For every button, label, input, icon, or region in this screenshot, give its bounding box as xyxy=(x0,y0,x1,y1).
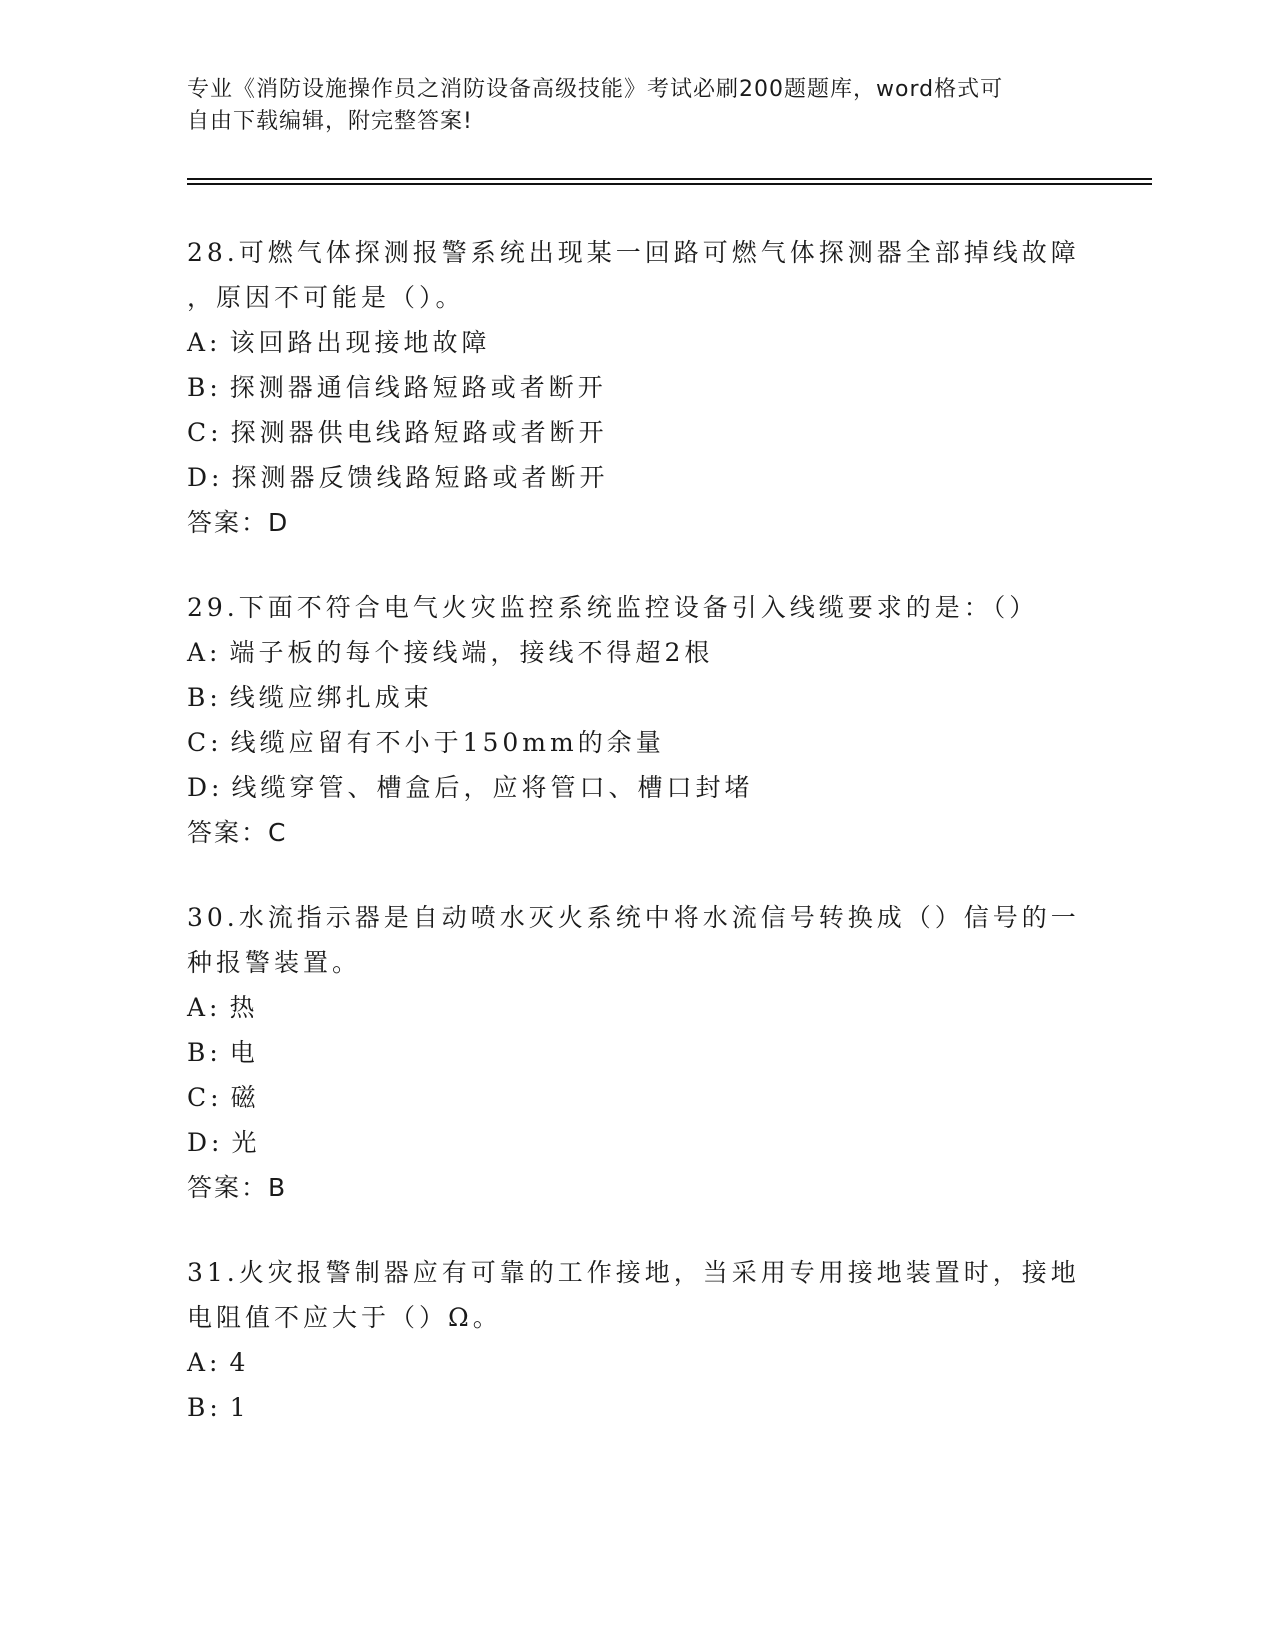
document-header xyxy=(187,74,1067,138)
option-c xyxy=(187,720,1087,765)
option-a xyxy=(187,1340,1087,1385)
option-letter: D: xyxy=(187,1128,224,1157)
option-letter: C: xyxy=(187,728,223,757)
option-text: 线缆应留有不小于150mm的余量 xyxy=(230,728,665,757)
option-letter: A: xyxy=(187,993,222,1022)
question-stem xyxy=(187,585,1087,630)
option-b xyxy=(187,1385,1087,1430)
answer-label: 答案：C xyxy=(187,818,288,847)
option-c xyxy=(187,1075,1087,1120)
question-list xyxy=(187,230,1087,1470)
option-text: 4 xyxy=(229,1348,250,1377)
question-stem xyxy=(187,1250,1087,1340)
option-letter: D: xyxy=(187,463,224,492)
option-letter: A: xyxy=(187,1348,222,1377)
option-letter: A: xyxy=(187,328,222,357)
question-29 xyxy=(187,585,1087,855)
header-line-1: 专业《消防设施操作员之消防设备高级技能》考试必刷200题题库，word格式可 xyxy=(187,77,1004,102)
option-b xyxy=(187,675,1087,720)
stem-line-1: 28.可燃气体探测报警系统出现某一回路可燃气体探测器全部掉线故障 xyxy=(187,238,1080,267)
option-letter: C: xyxy=(187,1083,223,1112)
option-text: 线缆穿管、槽盒后，应将管口、槽口封堵 xyxy=(231,773,754,802)
option-letter: A: xyxy=(187,638,222,667)
option-text: 探测器反馈线路短路或者断开 xyxy=(231,463,609,492)
option-text: 1 xyxy=(229,1393,250,1422)
option-text: 线缆应绑扎成束 xyxy=(229,683,433,712)
option-text: 电 xyxy=(229,1038,259,1067)
question-stem xyxy=(187,230,1087,320)
option-d xyxy=(187,765,1087,810)
option-b xyxy=(187,365,1087,410)
option-letter: B: xyxy=(187,683,222,712)
option-c xyxy=(187,410,1087,455)
question-stem xyxy=(187,895,1087,985)
header-divider-top xyxy=(187,178,1152,180)
option-text: 磁 xyxy=(230,1083,260,1112)
option-text: 该回路出现接地故障 xyxy=(229,328,491,357)
option-text: 探测器通信线路短路或者断开 xyxy=(229,373,607,402)
option-letter: D: xyxy=(187,773,224,802)
stem-line-1: 30.水流指示器是自动喷水灭火系统中将水流信号转换成（）信号的一 xyxy=(187,903,1080,932)
option-text: 热 xyxy=(229,993,259,1022)
option-text: 光 xyxy=(231,1128,261,1157)
answer-label: 答案：D xyxy=(187,508,290,537)
stem-line-2: ，原因不可能是（）。 xyxy=(187,283,465,312)
option-text: 端子板的每个接线端，接线不得超2根 xyxy=(229,638,714,667)
header-line-2: 自由下载编辑，附完整答案! xyxy=(187,109,473,134)
option-a xyxy=(187,320,1087,365)
stem-line-1: 31.火灾报警制器应有可靠的工作接地，当采用专用接地装置时，接地 xyxy=(187,1258,1080,1287)
option-a xyxy=(187,630,1087,675)
option-d xyxy=(187,455,1087,500)
question-31 xyxy=(187,1250,1087,1430)
option-letter: B: xyxy=(187,1038,222,1067)
option-letter: B: xyxy=(187,373,222,402)
option-a xyxy=(187,985,1087,1030)
option-text: 探测器供电线路短路或者断开 xyxy=(230,418,608,447)
option-letter: C: xyxy=(187,418,223,447)
option-d xyxy=(187,1120,1087,1165)
question-30 xyxy=(187,895,1087,1210)
answer-label: 答案：B xyxy=(187,1173,288,1202)
header-divider-bottom xyxy=(187,183,1152,185)
question-28 xyxy=(187,230,1087,545)
stem-line-2: 电阻值不应大于（）Ω。 xyxy=(187,1303,502,1332)
option-b xyxy=(187,1030,1087,1075)
option-letter: B: xyxy=(187,1393,222,1422)
stem-line-1: 29.下面不符合电气火灾监控系统监控设备引入线缆要求的是：（） xyxy=(187,593,1039,622)
stem-line-2: 种报警装置。 xyxy=(187,948,362,977)
